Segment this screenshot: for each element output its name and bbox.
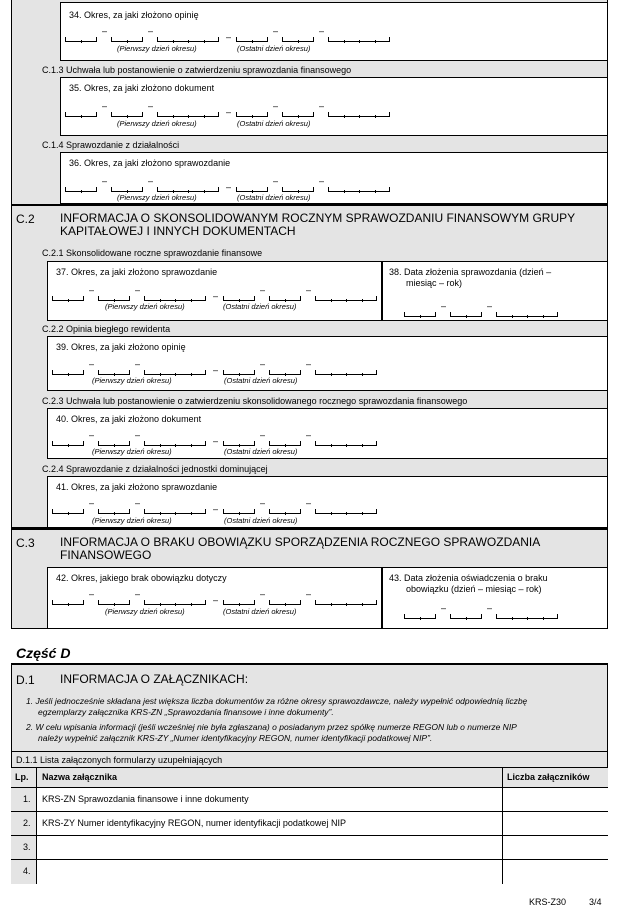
- field-43-box[interactable]: [382, 567, 608, 629]
- c21-label: C.2.1 Skonsolidowane roczne sprawozdanie finansowe: [42, 248, 263, 258]
- c3-code: C.3: [16, 536, 35, 550]
- table-row-2-lp: 2.: [23, 818, 31, 828]
- c23-label: C.2.3 Uchwała lub postanowienie o zatwierdzeniu skonsolidowanego rocznego sprawozdania finansowego: [42, 396, 468, 406]
- field-40-last-day-caption: (Ostatni dzień okresu): [224, 447, 298, 456]
- table-row-1-name: KRS-ZN Sprawozdania finansowe i inne dokumenty: [42, 794, 249, 804]
- field-39-label: 39. Okres, za jaki złożono opinię: [56, 342, 186, 352]
- field-36-first-day-caption: (Pierwszy dzień okresu): [117, 193, 197, 202]
- table-row-2-count-input[interactable]: [503, 812, 608, 835]
- part-d-title: Część D: [16, 645, 71, 661]
- c3-title-line1: INFORMACJA O BRAKU OBOWIĄZKU SPORZĄDZENIA ROCZNEGO SPRAWOZDANIA: [60, 535, 541, 549]
- table-row-2-name: KRS-ZY Numer identyfikacyjny REGON, numer identyfikacji podatkowej NIP: [42, 818, 346, 828]
- field-41-label: 41. Okres, za jaki złożono sprawozdanie: [56, 482, 218, 492]
- d1-note1-line1: 1. Jeśli jednocześnie składana jest większa liczba dokumentów za różne okresy sprawozdawcze, należy wypełnić odpowiednią liczbę: [26, 696, 528, 706]
- table-header-count: Liczba załączników: [507, 772, 590, 782]
- table-row-3-name-input[interactable]: [37, 836, 502, 859]
- field-40-label: 40. Okres, za jaki złożono dokument: [56, 414, 202, 424]
- d11-label: D.1.1 Lista załączonych formularzy uzupełniających: [16, 755, 223, 765]
- table-header-name: Nazwa załącznika: [42, 772, 118, 782]
- d1-note2-line2: należy wypełnić załącznik KRS-ZY „Numer identyfikacyjny REGON, numer identyfikacji podatkowej NIP”.: [38, 733, 433, 743]
- table-row-4-lp: 4.: [23, 866, 31, 876]
- field-37-first-day-caption: (Pierwszy dzień okresu): [105, 302, 185, 311]
- field-42-first-day-caption: (Pierwszy dzień okresu): [105, 607, 185, 616]
- table-row-4-name-input[interactable]: [37, 860, 502, 884]
- c2-code: C.2: [16, 212, 35, 226]
- field-42-last-day-caption: (Ostatni dzień okresu): [223, 607, 297, 616]
- field-39-last-day-caption: (Ostatni dzień okresu): [224, 376, 298, 385]
- field-35-last-day-caption: (Ostatni dzień okresu): [237, 119, 311, 128]
- field-34-label: 34. Okres, za jaki złożono opinię: [69, 10, 199, 20]
- c2-title-line1: INFORMACJA O SKONSOLIDOWANYM ROCZNYM SPRAWOZDANIU FINANSOWYM GRUPY: [60, 211, 576, 225]
- table-row-1-lp: 1.: [23, 794, 31, 804]
- field-43-label-line2: obowiązku (dzień – miesiąc – rok): [406, 584, 542, 594]
- c22-label: C.2.2 Opinia biegłego rewidenta: [42, 324, 171, 334]
- d1-note1-line2: egzemplarzy załącznika KRS-ZN „Sprawozdania finansowe i inne dokumenty”.: [38, 707, 334, 717]
- table-row-4-count-input[interactable]: [503, 860, 608, 884]
- c2-title-line2: KAPITAŁOWEJ I INNYCH DOKUMENTACH: [60, 224, 296, 238]
- field-37-last-day-caption: (Ostatni dzień okresu): [223, 302, 297, 311]
- field-40-first-day-caption: (Pierwszy dzień okresu): [92, 447, 172, 456]
- d11-rule: [11, 751, 608, 752]
- field-41-first-day-caption: (Pierwszy dzień okresu): [92, 516, 172, 525]
- field-42-label: 42. Okres, jakiego brak obowiązku dotyczy: [56, 573, 227, 583]
- field-34-first-day-caption: (Pierwszy dzień okresu): [117, 44, 197, 53]
- table-row-3-lp: 3.: [23, 842, 31, 852]
- d1-title: INFORMACJA O ZAŁĄCZNIKACH:: [60, 672, 249, 686]
- d1-code: D.1: [16, 673, 35, 687]
- table-header-lp: Lp.: [15, 772, 29, 782]
- footer-page-number: 3/4: [589, 897, 602, 907]
- field-37-label: 37. Okres, za jaki złożono sprawozdanie: [56, 267, 218, 277]
- field-35-first-day-caption: (Pierwszy dzień okresu): [117, 119, 197, 128]
- field-38-label-line1: 38. Data złożenia sprawozdania (dzień –: [389, 267, 552, 277]
- attachments-table: [11, 767, 608, 884]
- c24-label: C.2.4 Sprawozdanie z działalności jednostki dominującej: [42, 464, 268, 474]
- c3-title-line2: FINANSOWEGO: [60, 548, 152, 562]
- field-36-last-day-caption: (Ostatni dzień okresu): [237, 193, 311, 202]
- d1-note2-line1: 2. W celu wpisania informacji (jeśli wcześniej nie była zgłaszana) o posiadanym przez spółkę numerze REGON lub o numerze NIP: [26, 722, 517, 732]
- field-38-label-line2: miesiąc – rok): [406, 278, 463, 288]
- table-row-3-count-input[interactable]: [503, 836, 608, 859]
- field-43-label-line1: 43. Data złożenia oświadczenia o braku: [389, 573, 548, 583]
- footer-form-id: KRS-Z30: [529, 897, 567, 907]
- c14-label: C.1.4 Sprawozdanie z działalności: [42, 140, 180, 150]
- c13-label: C.1.3 Uchwała lub postanowienie o zatwierdzeniu sprawozdania finansowego: [42, 65, 352, 75]
- field-41-last-day-caption: (Ostatni dzień okresu): [224, 516, 298, 525]
- field-35-label: 35. Okres, za jaki złożono dokument: [69, 83, 215, 93]
- table-row-1-count-input[interactable]: [503, 788, 608, 811]
- field-36-label: 36. Okres, za jaki złożono sprawozdanie: [69, 158, 231, 168]
- field-34-last-day-caption: (Ostatni dzień okresu): [237, 44, 311, 53]
- field-39-first-day-caption: (Pierwszy dzień okresu): [92, 376, 172, 385]
